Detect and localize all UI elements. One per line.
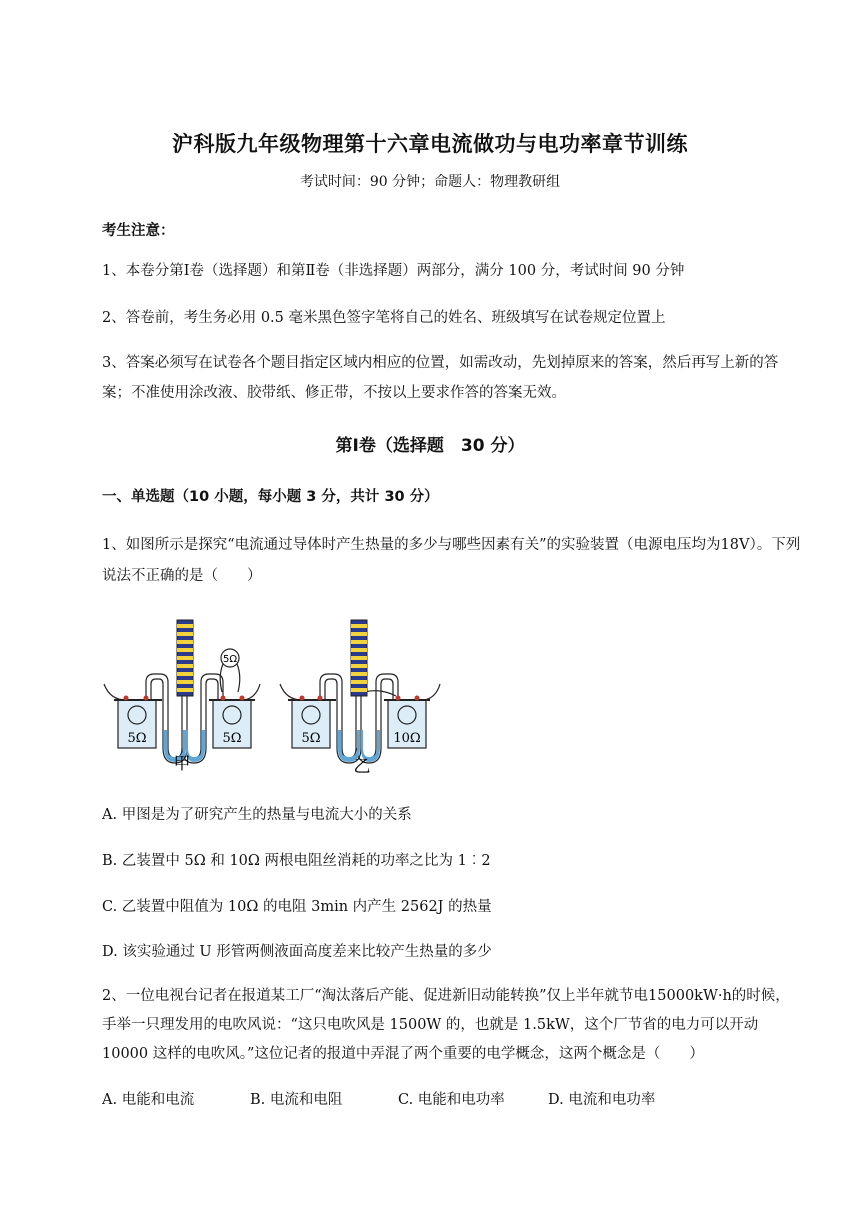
question-2-option-c: C. 电能和电功率 [398, 1092, 505, 1108]
question-2-stem: 2、一位电视台记者在报道某工厂“淘汰落后产能、促进新旧动能转换”仅上半年就节电15000kW·h的时候，手举一只理发用的电吹风说：“这只电吹风是 1500W 的，也就是 1.5kW，这个厂节省的电力可以开动 10000 这样的电吹风。”这位记者的报道中弄混了两个重要的电学概念，这两个概念是（ ） [102, 988, 790, 1062]
question-2-option-b: B. 电流和电阻 [250, 1092, 343, 1108]
right-r1-label: 5Ω [301, 731, 321, 746]
left-ext-resistor-label: 5Ω [222, 654, 238, 665]
exam-subtitle: 考试时间：90 分钟；命题人：物理教研组 [299, 174, 561, 190]
question-1-option-c: C. 乙装置中阻值为 10Ω 的电阻 3min 内产生 2562J 的热量 [102, 899, 492, 915]
right-r2-label: 10Ω [393, 731, 421, 746]
question-2-option-d: D. 电流和电功率 [548, 1092, 656, 1108]
exam-title: 沪科版九年级物理第十六章电流做功与电功率章节训练 [172, 132, 688, 156]
question-1-option-a: A. 甲图是为了研究产生的热量与电流大小的关系 [102, 807, 412, 823]
left-r2-label: 5Ω [222, 731, 242, 746]
question-1-option-d: D. 该实验通过 U 形管两侧液面高度差来比较产生热量的多少 [102, 944, 492, 960]
question-2-option-a: A. 电能和电流 [102, 1092, 195, 1108]
notice-item-3: 3、答案必须写在试卷各个题目指定区域内相应的位置，如需改动，先划掉原来的答案，然后再写上新的答案；不准使用涂改液、胶带纸、修正带，不按以上要求作答的答案无效。 [102, 355, 779, 401]
section-title: 第Ⅰ卷（选择题 30 分） [335, 436, 525, 456]
part-heading: 一、单选题（10 小题，每小题 3 分，共计 30 分） [102, 489, 439, 505]
left-caption: 甲 [173, 754, 191, 774]
question-1-stem: 1、如图所示是探究“电流通过导体时产生热量的多少与哪些因素有关”的实验装置（电源电压均为18V）。下列说法不正确的是（ ） [102, 537, 801, 584]
notice-heading: 考生注意： [102, 223, 175, 239]
experiment-figure [100, 612, 445, 777]
question-2-options [102, 1088, 655, 1109]
right-caption: 乙 [353, 757, 371, 777]
notice-item-2: 2、答卷前，考生务必用 0.5 毫米黑色签字笔将自己的姓名、班级填写在试卷规定位置上 [102, 310, 666, 326]
question-1-option-b: B. 乙装置中 5Ω 和 10Ω 两根电阻丝消耗的功率之比为 1︰2 [102, 853, 491, 869]
left-r1-label: 5Ω [127, 731, 147, 746]
notice-item-1: 1、本卷分第Ⅰ卷（选择题）和第Ⅱ卷（非选择题）两部分，满分 100 分，考试时间 90 分钟 [102, 263, 685, 279]
